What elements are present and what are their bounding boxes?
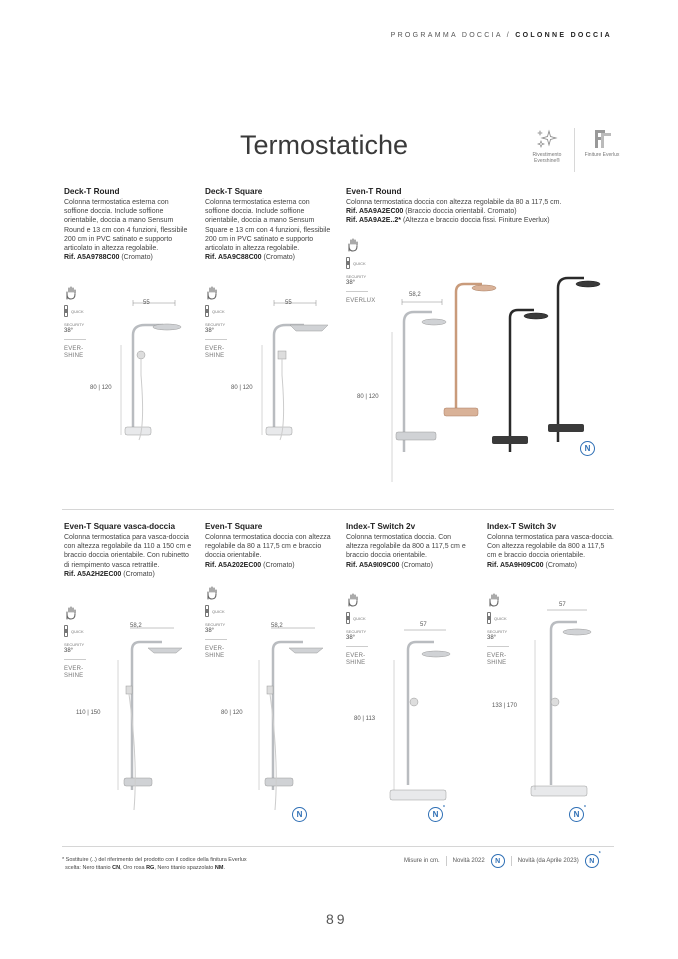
shower-index-t-switch-2v: [384, 620, 474, 810]
evershine-icon: EVER-SHINE: [346, 652, 366, 666]
new-badge-label: N: [584, 444, 591, 453]
quick-icon: [205, 605, 225, 617]
feature-icons: [205, 286, 229, 359]
legend-divider: [574, 128, 575, 172]
new-badge-label: N: [296, 810, 303, 819]
product-finish: (Cromato): [123, 570, 155, 578]
product-finish: (Braccio doccia orientabil. Cromato): [405, 208, 517, 216]
product-name: Even-T Square: [205, 522, 263, 531]
security-label: SECURITY: [64, 642, 85, 647]
finish-code-cn: CN: [112, 864, 121, 871]
quick-label: QUICK: [212, 308, 225, 314]
quick-icon: [487, 612, 507, 624]
product-description: Colonna termostatica doccia con altezza regolabile da 80 a 117,5 cm e braccio doccia orientabile.: [205, 533, 331, 560]
icon-divider: [346, 291, 368, 292]
security-icon: [64, 643, 84, 655]
hand-icon: [64, 286, 77, 300]
product-deck-t-round: [64, 187, 192, 262]
breadcrumb-divider: /: [506, 32, 511, 39]
security-temp: 38°: [487, 634, 497, 641]
dimension-height: 80 | 113: [354, 716, 376, 722]
feature-icons: [64, 606, 88, 679]
dimension-height: 80 | 120: [231, 385, 253, 391]
shower-deck-t-square: [256, 295, 336, 445]
legend-everlux-label: Finiture Everlux: [584, 152, 620, 158]
quick-label: QUICK: [494, 615, 507, 621]
security-icon: [487, 630, 507, 642]
product-finish: (Cromato): [545, 561, 578, 569]
new-badge-april: [569, 807, 584, 822]
security-icon: [64, 323, 84, 335]
everlux-icon: EVERLUX: [346, 297, 376, 304]
dimension-width: 57: [420, 622, 427, 628]
icon-divider: [346, 646, 368, 647]
new-badge-label: N: [432, 810, 439, 819]
security-icon: [346, 275, 366, 287]
product-index-t-switch-2v: [346, 522, 474, 570]
product-name: Deck-T Round: [64, 187, 120, 196]
shower-even-t-round-variants: [384, 272, 604, 482]
hand-icon: [346, 593, 359, 607]
finish-code-rg: RG: [146, 864, 155, 871]
feature-icons: [64, 286, 88, 359]
hand-icon: [487, 593, 500, 607]
shower-even-t-square-vasca: [112, 620, 192, 820]
legend-separator: [446, 856, 447, 866]
footnote-sep: , Oro rosa: [120, 864, 147, 871]
new-badge: [580, 441, 595, 456]
legend-everlux: [583, 128, 621, 172]
security-temp: 38°: [346, 634, 356, 641]
product-finish: (Cromato): [263, 561, 295, 569]
product-name: Index-T Switch 2v: [346, 522, 416, 531]
new-april-badge: [585, 851, 601, 868]
hand-icon: [346, 238, 359, 252]
quick-label: QUICK: [212, 608, 225, 614]
product-ref-2: Rif. A5A9A2E..2*: [346, 217, 401, 225]
security-temp: 38°: [64, 647, 74, 654]
security-label: SECURITY: [487, 629, 508, 634]
legend-separator: [511, 856, 512, 866]
new-badge-star: *: [584, 805, 586, 811]
hand-icon: [64, 606, 77, 620]
security-icon: [205, 323, 225, 335]
quick-icon: [64, 625, 84, 637]
icon-divider: [487, 646, 509, 647]
new-badge: [292, 807, 307, 822]
quick-label: QUICK: [71, 308, 84, 314]
security-label: SECURITY: [205, 322, 226, 327]
page-number: 89: [326, 911, 348, 927]
dimension-height: 80 | 120: [357, 394, 379, 400]
row-divider: [62, 509, 614, 510]
footnote-end: .: [223, 864, 225, 871]
evershine-icon: EVER-SHINE: [64, 665, 84, 679]
product-ref: Rif. A5A9788C00: [64, 254, 120, 262]
product-description: Colonna termostatica doccia con altezza regolabile da 80 a 117,5 cm.: [346, 198, 562, 206]
security-label: SECURITY: [346, 274, 367, 279]
quick-label: QUICK: [353, 615, 366, 621]
shower-index-t-switch-3v: [525, 600, 615, 810]
quick-icon: [205, 305, 225, 317]
product-finish-2: (Altezza e braccio doccia fissi. Finiture Everlux): [402, 217, 550, 225]
icon-divider: [205, 339, 227, 340]
dimension-width: 58,2: [271, 623, 283, 629]
new-badge-label: N: [589, 857, 595, 865]
quick-label: QUICK: [353, 260, 366, 266]
finish-code-nm: NM: [214, 864, 224, 871]
new-2022-badge: [491, 854, 505, 868]
product-ref: Rif. A5A9A2EC00: [346, 208, 404, 216]
product-ref: Rif. A5A9I09C00: [346, 561, 400, 569]
new-april-label: Novità (da Aprile 2023): [517, 858, 579, 864]
shower-deck-t-round: [115, 295, 195, 445]
product-description: Colonna termostatica para vasca-doccia. Con altezza regolabile da 800 a 117,5 cm e braccio doccia orientabile.: [487, 533, 614, 560]
security-temp: 38°: [205, 627, 215, 634]
product-ref: Rif. A5A9H09C00: [487, 561, 544, 569]
breadcrumb-subsection: COLONNE DOCCIA: [515, 32, 612, 39]
finishes-icon: [590, 128, 614, 150]
hand-icon: [205, 586, 218, 600]
security-temp: 38°: [346, 279, 356, 286]
security-icon: [346, 630, 366, 642]
product-description: Colonna termostatica para vasca-doccia con altezza regolabile da 110 a 150 cm e braccio doccia orientabile. Con rubinetto di riempimento vasca retrattile.: [64, 533, 192, 569]
evershine-icon: EVER-SHINE: [487, 652, 507, 666]
footnote-line-2: scelta: Nero titanio: [65, 864, 113, 871]
product-finish: (Cromato): [121, 254, 153, 262]
footer-divider: [62, 846, 614, 847]
new-badge-star: *: [598, 851, 601, 857]
quick-icon: [64, 305, 84, 317]
product-description: Colonna termostatica esterna con soffione doccia. Include soffione orientabile, doccia a mano Sensum Round e 13 cm con 4 funzioni, flessibile 200 cm in PVC satinato e supporto articolato in altezza regolabile.: [64, 198, 188, 252]
product-description: Colonna termostatica esterna con soffione doccia. Include soffione orientabile, doccia a mano Sensum Square e 13 cm con 4 funzioni, flessibile 200 cm in PVC satinato e supporto articolato in altezza regolabile.: [205, 198, 331, 252]
page-title: Termostatiche: [240, 130, 409, 160]
dimension-height: 80 | 120: [221, 710, 243, 716]
quick-icon: [346, 612, 366, 624]
product-even-t-square: [205, 522, 333, 570]
legend-evershine-label: Rivestimento Evershine®: [532, 152, 562, 164]
footnote-line-1: * Sostituire (..) del riferimento del prodotto con il codice della finitura Everlux: [62, 857, 247, 863]
product-name: Deck-T Square: [205, 187, 263, 196]
evershine-icon: EVER-SHINE: [205, 345, 225, 359]
new-2022-label: Novità 2022: [452, 858, 485, 864]
security-temp: 38°: [205, 327, 215, 334]
dimension-width: 57: [559, 602, 566, 608]
feature-icons: [346, 593, 370, 666]
footer-legend: [404, 851, 601, 868]
evershine-icon: EVER-SHINE: [64, 345, 84, 359]
dimension-height: 133 | 170: [492, 703, 517, 709]
icon-divider: [64, 659, 86, 660]
sparkle-icon: [535, 128, 559, 150]
evershine-icon: EVER-SHINE: [205, 645, 225, 659]
legend-evershine: [528, 128, 566, 172]
security-temp: 38°: [64, 327, 74, 334]
security-label: SECURITY: [346, 629, 367, 634]
finish-legend: [528, 128, 621, 172]
new-badge-label: N: [495, 857, 501, 865]
product-finish: (Cromato): [263, 254, 296, 262]
footnote: [62, 857, 247, 873]
product-even-t-square-vasca-doccia: [64, 522, 192, 579]
measures-note: Misure in cm.: [404, 858, 440, 864]
dimension-width: 58,2: [130, 623, 142, 629]
feature-icons: [346, 238, 375, 305]
new-badge-star: *: [443, 805, 445, 811]
product-ref: Rif. A5A2H2EC00: [64, 570, 122, 578]
dimension-width: 55: [285, 300, 292, 306]
security-label: SECURITY: [64, 322, 85, 327]
dimension-height: 80 | 120: [90, 385, 112, 391]
feature-icons: [487, 593, 511, 666]
hand-icon: [205, 286, 218, 300]
product-description: Colonna termostatica doccia. Con altezza regolabile da 800 a 117,5 cm e braccio doccia orientabile.: [346, 533, 466, 560]
security-icon: [205, 623, 225, 635]
security-label: SECURITY: [205, 622, 226, 627]
breadcrumb: [391, 32, 612, 39]
quick-icon: [346, 257, 366, 269]
dimension-width: 55: [143, 300, 150, 306]
product-ref: Rif. A5A9C88C00: [205, 254, 262, 262]
product-name: Even-T Round: [346, 187, 402, 196]
product-index-t-switch-3v: [487, 522, 615, 570]
feature-icons: [205, 586, 229, 659]
dimension-width: 58,2: [409, 292, 421, 298]
quick-label: QUICK: [71, 628, 84, 634]
icon-divider: [205, 639, 227, 640]
new-badge-label: N: [573, 810, 580, 819]
dimension-height: 110 | 150: [76, 710, 101, 716]
new-badge-april: [428, 807, 443, 822]
product-name: Index-T Switch 3v: [487, 522, 557, 531]
icon-divider: [64, 339, 86, 340]
breadcrumb-section: PROGRAMMA DOCCIA: [390, 32, 503, 39]
product-finish: (Cromato): [401, 561, 433, 569]
product-name: Even-T Square vasca-doccia: [64, 522, 176, 531]
product-even-t-round: [346, 187, 606, 226]
shower-even-t-square: [253, 620, 333, 820]
product-deck-t-square: [205, 187, 333, 262]
product-ref: Rif. A5A202EC00: [205, 561, 262, 569]
footnote-sep: , Nero titanio spazzolato: [154, 864, 215, 871]
